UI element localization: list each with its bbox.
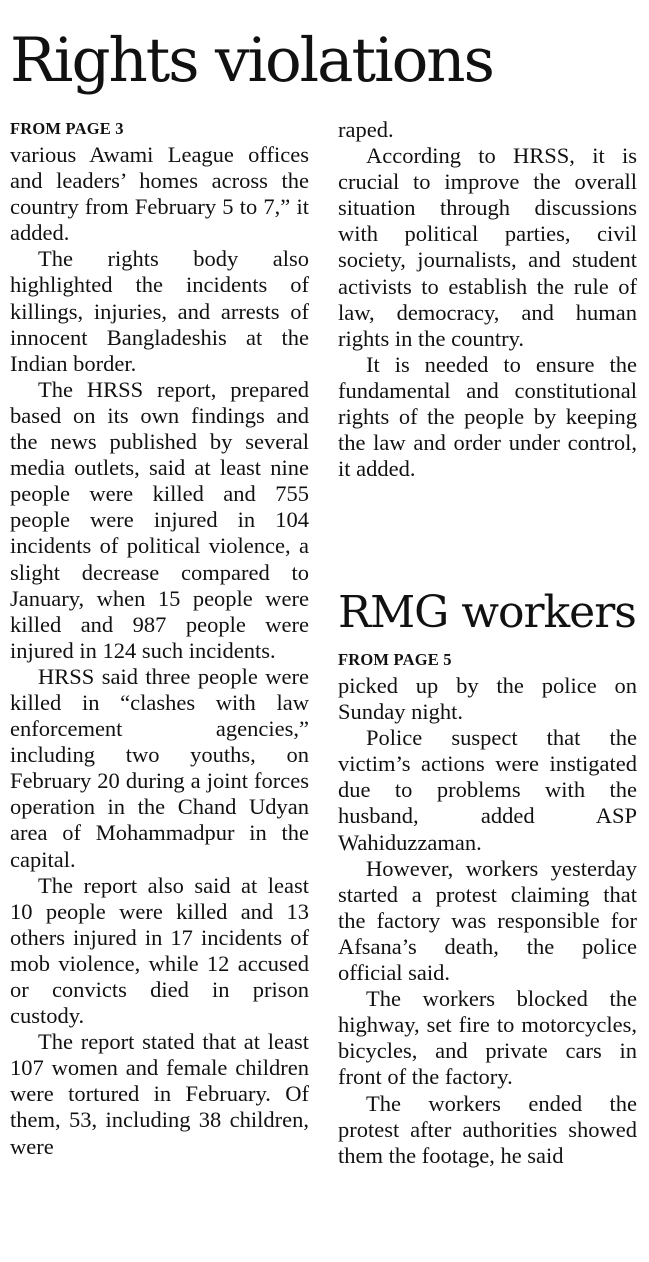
jump-line-from-page-3: FROM PAGE 3: [10, 119, 124, 138]
story-paragraph: Police suspect that the victim’s actions were instigated due to problems with the husband, added ASP Wahiduzzaman.: [338, 725, 637, 855]
story-paragraph: The workers ended the protest after authorities showed them the footage, he said: [338, 1090, 637, 1168]
jump-line-from-page-5: FROM PAGE 5: [338, 650, 452, 669]
story-headline-rmg-workers: RMG workers: [338, 587, 636, 638]
story-paragraph: The workers blocked the highway, set fire to motorcycles, bicycles, and private cars in front of the factory.: [338, 986, 637, 1090]
story-column-rmg-workers: [338, 649, 637, 1169]
story-paragraph: The HRSS report, prepared based on its own findings and the news published by several media outlets, said at least nine people were killed and 755 people were injured in 104 incidents of political violence, a slight decrease compared to January, when 15 people were killed and 987 people were injured in 124 such incidents.: [10, 376, 309, 663]
story-paragraph: According to HRSS, it is crucial to improve the overall situation through discussions with political parties, civil society, journalists, and student activists to establish the rule of law, democracy, and human rights in the country.: [338, 143, 637, 351]
story-paragraph: The report stated that at least 107 women and female children were tortured in February. Of them, 53, including 38 children, were: [10, 1029, 309, 1159]
story-column-left: [10, 118, 309, 1160]
story-paragraph: HRSS said three people were killed in “clashes with law enforcement agencies,” including two youths, on February 20 during a joint forces operation in the Chand Udyan area of Mohammadpur in the capital.: [10, 663, 309, 872]
story-paragraph: The rights body also highlighted the incidents of killings, injuries, and arrests of innocent Bangladeshis at the Indian border.: [10, 246, 309, 376]
story-column-right: [338, 117, 637, 482]
story-paragraph: However, workers yesterday started a protest claiming that the factory was responsible for Afsana’s death, the police official said.: [338, 855, 637, 986]
story-paragraph: The report also said at least 10 people were killed and 13 others injured in 17 incidents of mob violence, while 12 accused or convicts died in prison custody.: [10, 872, 309, 1029]
story-paragraph: various Awami League offices and leaders’ homes across the country from February 5 to 7,” it added.: [10, 142, 309, 246]
story-headline-rights-violations: Rights violations: [10, 25, 493, 96]
story-paragraph: picked up by the police on Sunday night.: [338, 673, 637, 725]
story-paragraph: It is needed to ensure the fundamental and constitutional rights of the people by keeping the law and order under control, it added.: [338, 351, 637, 482]
story-paragraph: raped.: [338, 117, 394, 142]
